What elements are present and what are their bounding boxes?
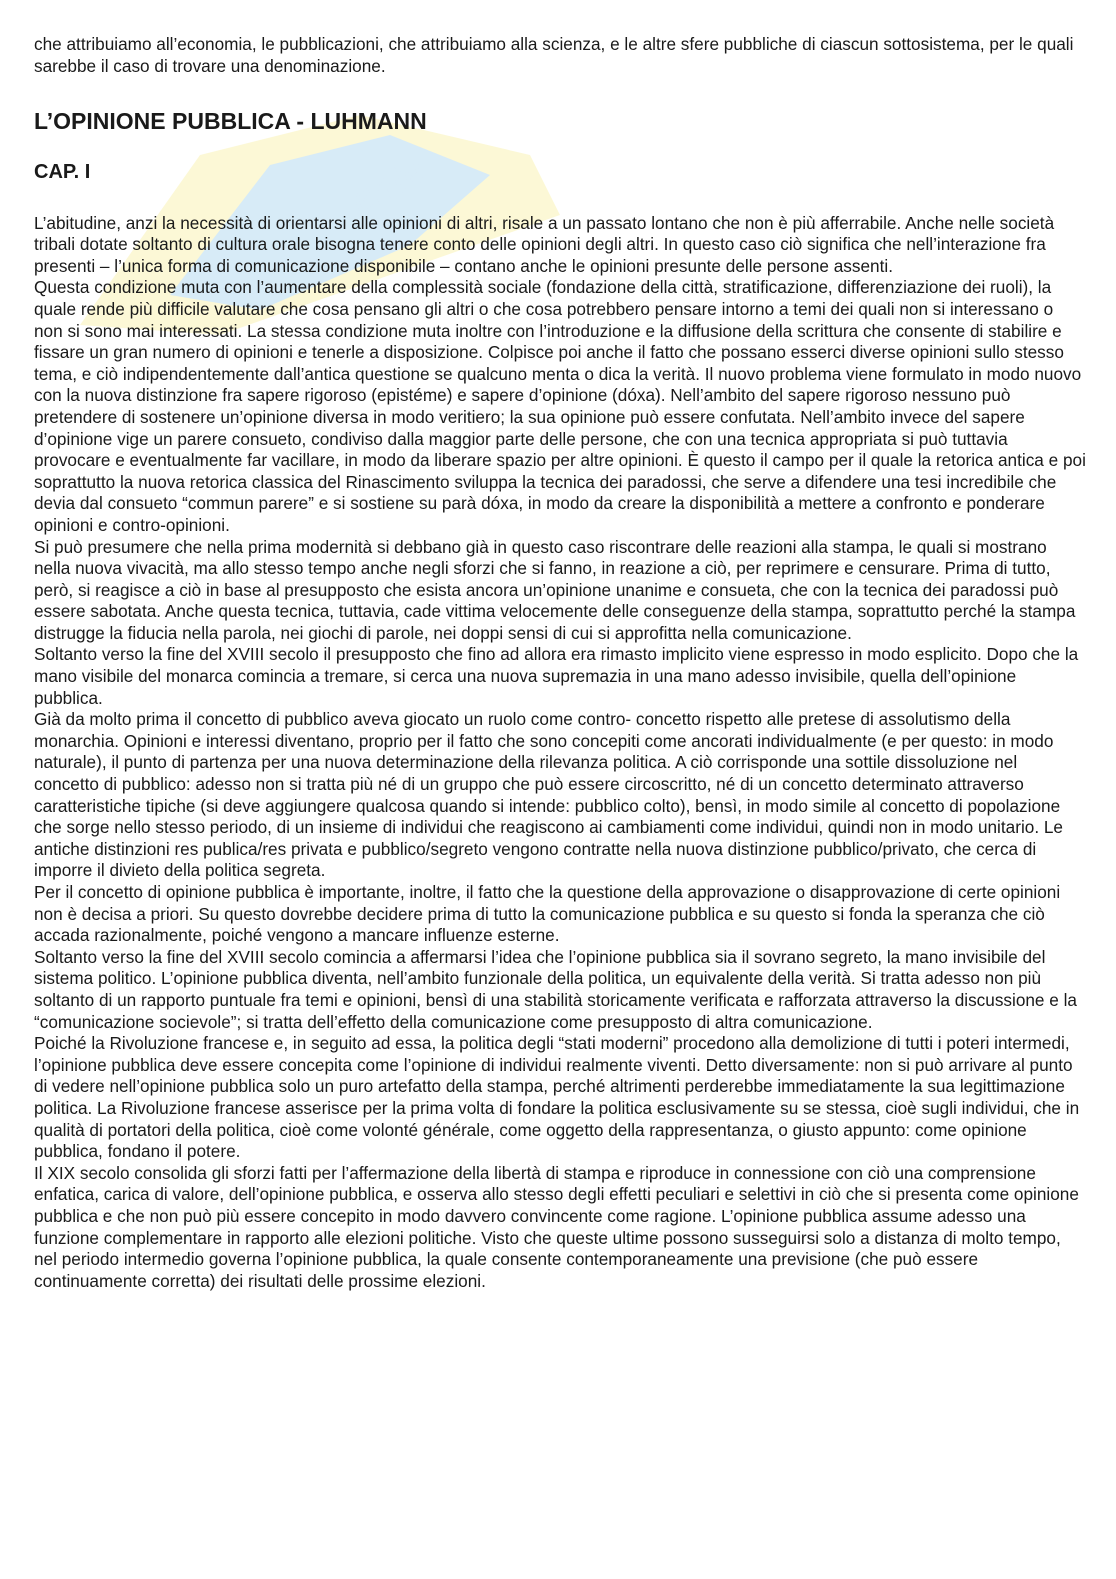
body-paragraph: Poiché la Rivoluzione francese e, in seguito ad essa, la politica degli “stati moderni” procedono alla demolizione di tutti i poteri intermedi, l’opinione pubblica deve essere concepita come l’opinione di individui realmente viventi. Detto diversamente: non si può arrivare al punto di vedere nell’opinione pubblica solo un puro artefatto della stampa, perché altrimenti perderebbe immediatamente la sua legittimazione politica. La Rivoluzione francese asserisce per la prima volta di fondare la politica esclusivamente su se stessa, cioè sugli individui, che in qualità di portatori della politica, cioè come volonté générale, come oggetto della rappresentanza, o giusto appunto: come opinione pubblica, fondano il potere.: [34, 1033, 1080, 1162]
document-page: [34, 34, 1086, 1292]
body-paragraph: Si può presumere che nella prima modernità si debbano già in questo caso riscontrare delle reazioni alla stampa, le quali si mostrano nella nuova vivacità, ma allo stesso tempo anche negli sforzi che si fanno, in reazione a ciò, per reprimere e censurare. Prima di tutto, però, si reagisce a ciò in base al presupposto che esista ancora un’opinione unanime e consueta, che con la tecnica dei paradossi può essere sabotata. Anche questa tecnica, tuttavia, cade vittima velocemente delle conseguenze della stampa, soprattutto perché la stampa distrugge la fiducia nella parola, nei giochi di parole, nei doppi sensi di cui si approfitta nella comunicazione.: [34, 536, 1076, 643]
chapter-heading: CAP. I: [34, 160, 91, 183]
document-title: L’OPINIONE PUBBLICA - LUHMANN: [34, 107, 427, 134]
body-paragraph: Questa condizione muta con l’aumentare della complessità sociale (fondazione della città, stratificazione, differenziazione dei ruoli), la quale rende più difficile valutare che cosa pensano gli altri o che cosa potrebbero pensare intorno a temi dei quali non si interessano o non si sono mai interessati. La stessa condizione muta inoltre con l’introduzione e la diffusione della scrittura che consente di stabilire e fissare un gran numero di opinioni e tenerle a disposizione. Colpisce poi anche il fatto che possano esserci diverse opinioni sullo stesso tema, e ciò indipendentemente dall’antica questione se qualcuno menta o dica la verità. Il nuovo problema viene formulato in modo nuovo con la nuova distinzione fra sapere rigoroso (epistéme) e sapere d’opinione (dóxa). Nell’ambito del sapere rigoroso nessuno può pretendere di sostenere un’opinione diversa in modo veritiero; la sua opinione può essere confutata. Nell’ambito invece del sapere d’opinione vige un parere consueto, condiviso dalla maggior parte delle persone, che con una tecnica appropriata si può tuttavia provocare e eventualmente far vacillare, in modo da liberare spazio per altre opinioni. È questo il campo per il quale la retorica antica e poi soprattutto la nuova retorica classica del Rinascimento sviluppa la tecnica dei paradossi, che serve a difendere una tesi incredibile che devia dal consueto “commun parere” e si sostiene su parà dóxa, in modo da creare la disponibilità a mettere a confronto e ponderare opinioni e contro-opinioni.: [34, 277, 1086, 535]
body-paragraph: Il XIX secolo consolida gli sforzi fatti per l’affermazione della libertà di stampa e riproduce in connessione con ciò una comprensione enfatica, carica di valore, dell’opinione pubblica, e osserva allo stesso degli effetti peculiari e selettivi in ciò che si presenta come opinione pubblica e che non può più essere concepito in modo davvero convincente come ragione. L’opinione pubblica assume adesso una funzione complementare in rapporto alle elezioni politiche. Visto che queste ultime possono susseguirsi solo a distanza di molto tempo, nel periodo intermedio governa l’opinione pubblica, la quale consente contemporaneamente una previsione (che può essere continuamente corretta) dei risultati delle prossime elezioni.: [34, 1162, 1079, 1291]
intro-paragraph: che attribuiamo all’economia, le pubblicazioni, che attribuiamo alla scienza, e le altre sfere pubbliche di ciascun sottosistema, per le quali sarebbe il caso di trovare una denominazione.: [34, 34, 1074, 76]
body-paragraph: Già da molto prima il concetto di pubblico aveva giocato un ruolo come contro- concetto rispetto alle pretese di assolutismo della monarchia. Opinioni e interessi diventano, proprio per il fatto che sono concepiti come ancorati individualmente (e per questo: in modo naturale), il punto di partenza per una nuova determinazione della rilevanza politica. A ciò corrisponde una sottile dissoluzione nel concetto di pubblico: adesso non si tratta più né di un gruppo che può essere circoscritto, né di un concetto determinato attraverso caratteristiche tipiche (si deve aggiungere qualcosa quando si intende: pubblico colto), bensì, in modo simile al concetto di popolazione che sorge nello stesso periodo, di un insieme di individui che reagiscono ai cambiamenti come individui, quindi non in modo unitario. Le antiche distinzioni res publica/res privata e pubblico/segreto vengono contratte nella nuova distinzione pubblico/privato, che cerca di imporre il divieto della politica segreta.: [34, 709, 1063, 881]
body-paragraph: Per il concetto di opinione pubblica è importante, inoltre, il fatto che la questione della approvazione o disapprovazione di certe opinioni non è decisa a priori. Su questo dovrebbe decidere prima di tutto la comunicazione pubblica e su questo si fonda la speranza che ciò accada razionalmente, poiché vengono a mancare influenze esterne.: [34, 882, 1061, 946]
body-paragraph: L’abitudine, anzi la necessità di orientarsi alle opinioni di altri, risale a un passato lontano che non è più afferrabile. Anche nelle società tribali dotate soltanto di cultura orale bisogna tenere conto delle opinioni degli altri. In questo caso ciò significa che nell’interazione fra presenti – l’unica forma di comunicazione disponibile – contano anche le opinioni presunte delle persone assenti.: [34, 212, 1055, 276]
chapter-body: [34, 213, 1086, 1293]
body-paragraph: Soltanto verso la fine del XVIII secolo il presupposto che fino ad allora era rimasto implicito viene espresso in modo esplicito. Dopo che la mano visibile del monarca comincia a tremare, si cerca una nuova supremazia in una mano adesso invisibile, quella dell’opinione pubblica.: [34, 644, 1079, 708]
body-paragraph: Soltanto verso la fine del XVIII secolo comincia a affermarsi l’idea che l’opinione pubblica sia il sovrano segreto, la mano invisibile del sistema politico. L’opinione pubblica diventa, nell’ambito funzionale della politica, un equivalente della verità. Si tratta adesso non più soltanto di un rapporto puntuale fra temi e opinioni, bensì di una stabilità storicamente verificata e rafforzata attraverso la discussione e la “comunicazione socievole”; si tratta dell’effetto della comunicazione come presupposto di altra comunicazione.: [34, 946, 1077, 1032]
svg-text:ente: ente: [340, 142, 433, 224]
